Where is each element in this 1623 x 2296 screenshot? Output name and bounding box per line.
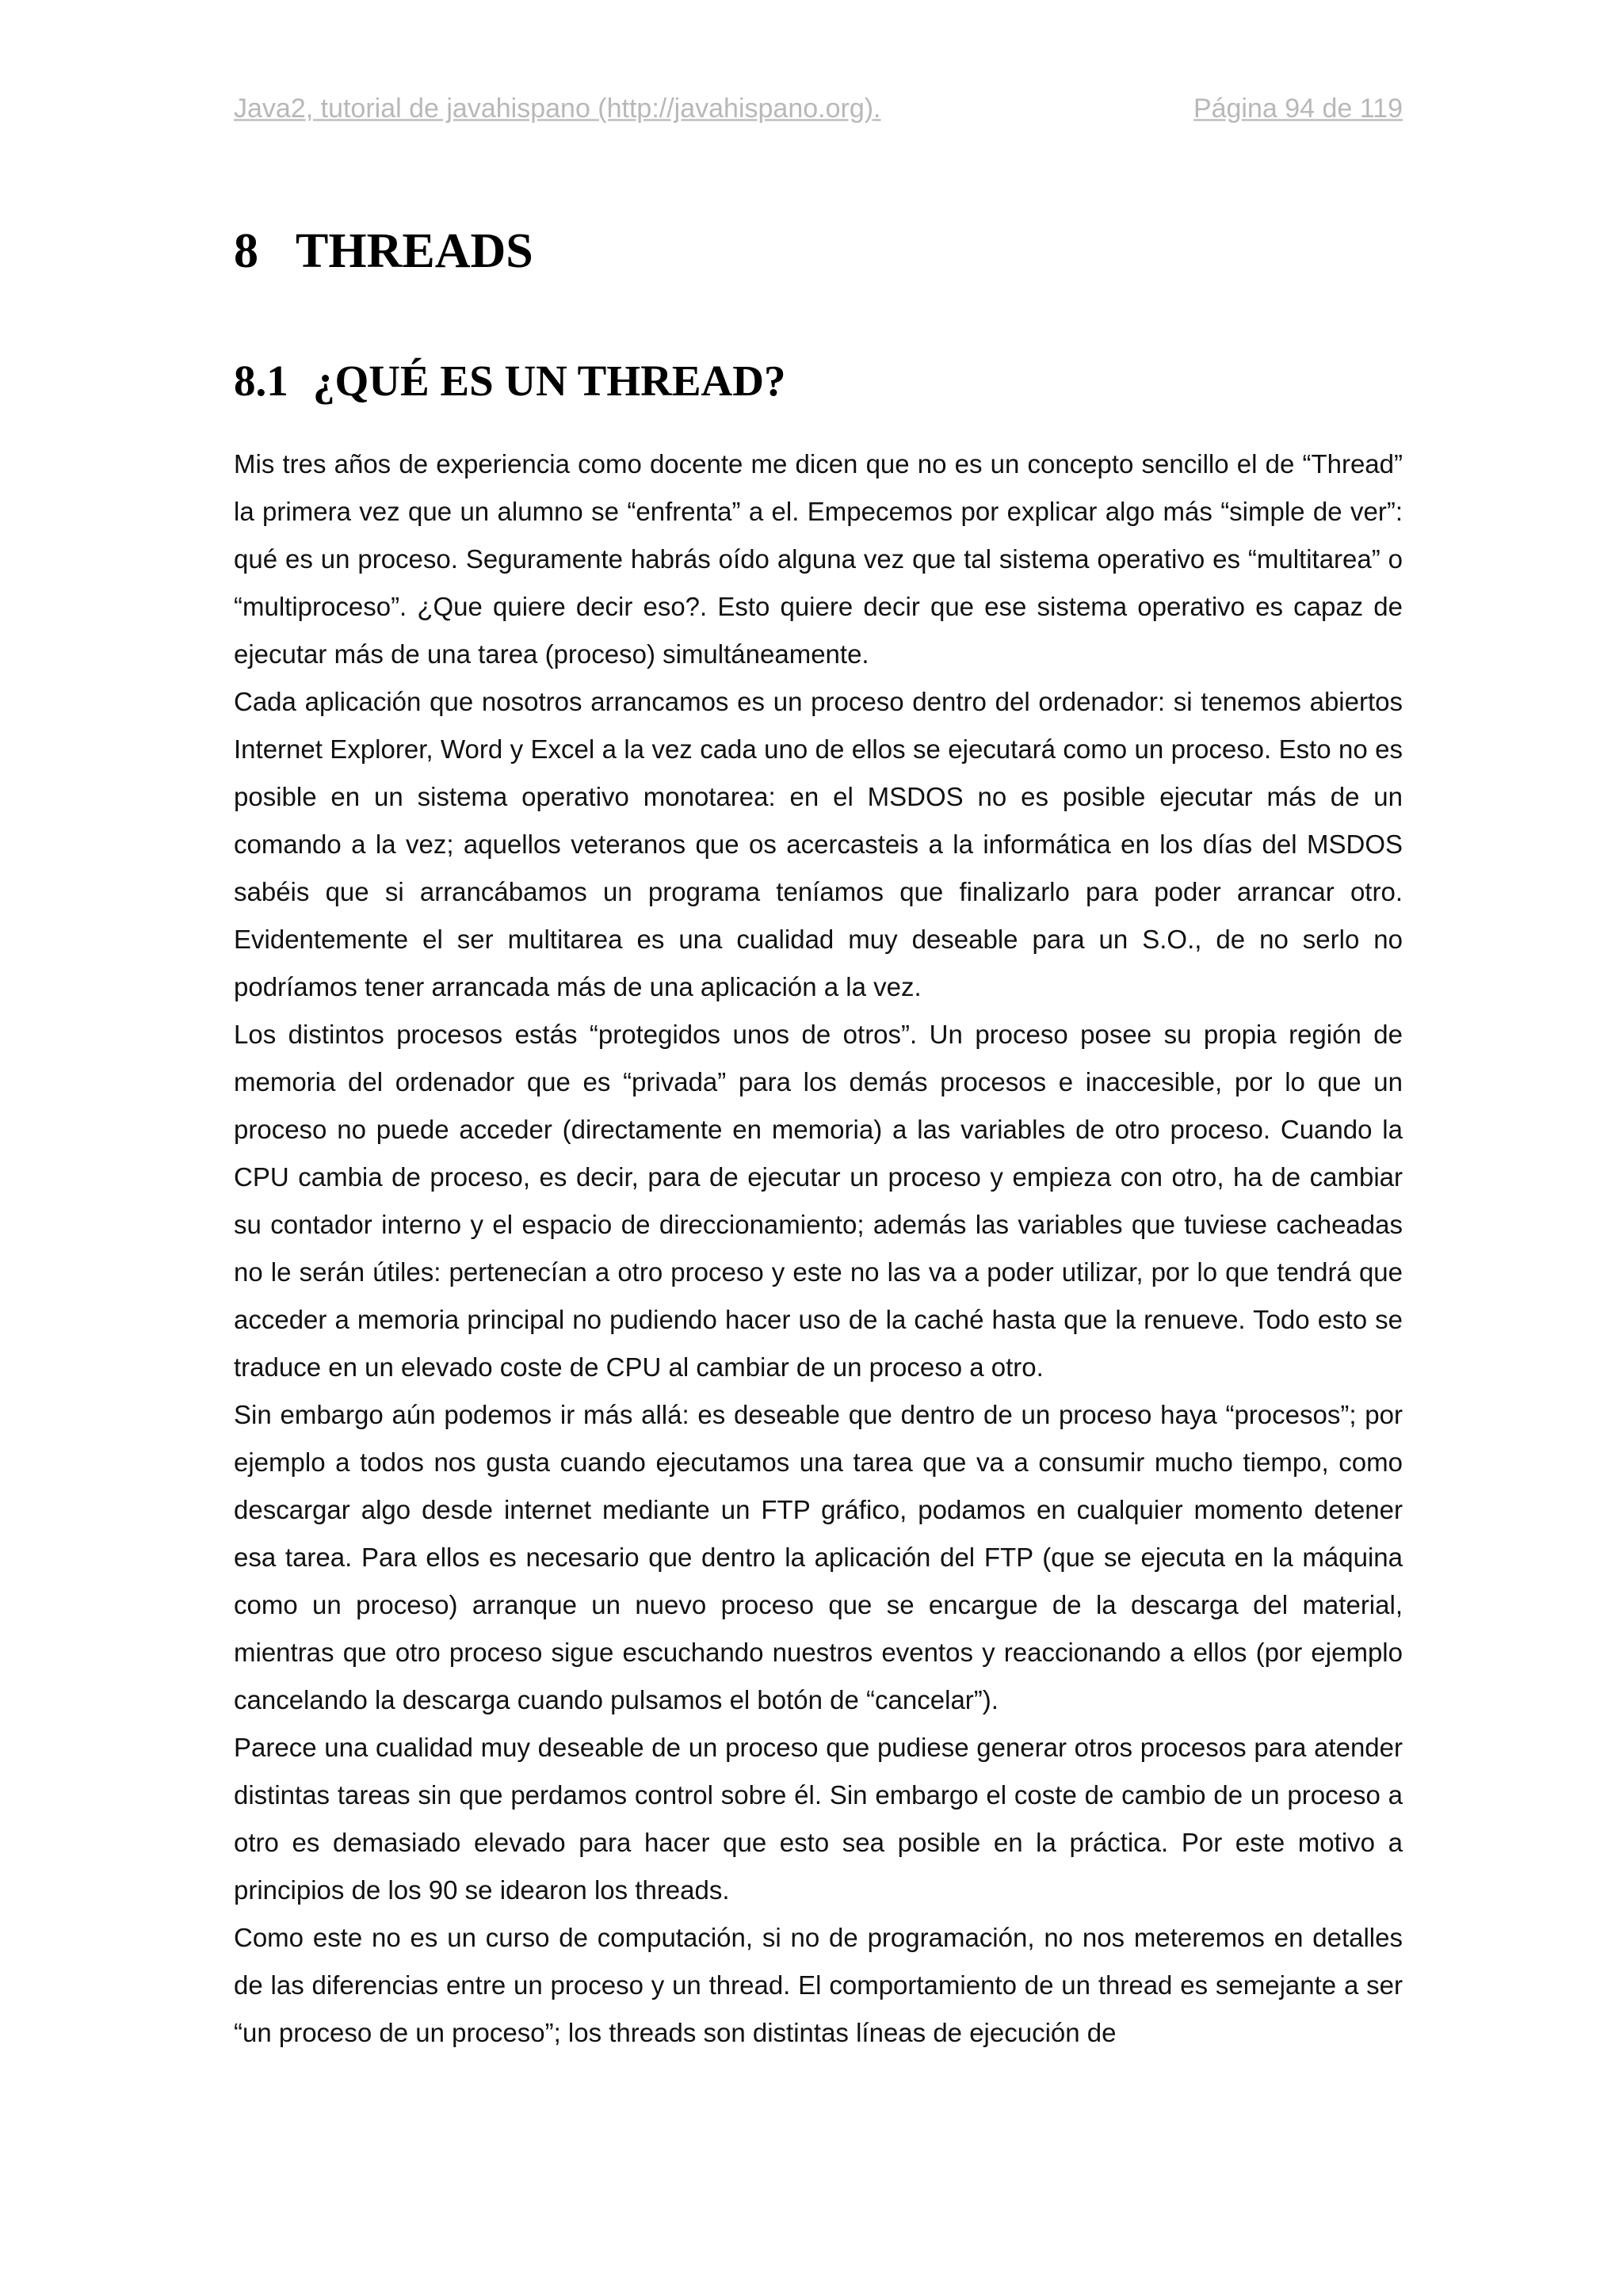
paragraph: Como este no es un curso de computación, si no de programación, no nos meteremos en detalles de las diferencias entre un proceso y un thread. El comportamiento de un thread es semejante a ser “un proceso de un proceso”; los threads son distintas líneas de ejecución de [234,1923,1403,2047]
paragraph: Sin embargo aún podemos ir más allá: es deseable que dentro de un proceso haya “procesos”; por ejemplo a todos nos gusta cuando ejecutamos una tarea que va a consumir mucho tiempo, como descargar algo desde internet mediante un FTP gráfico, podamos en cualquier momento detener esa tarea. Para ellos es necesario que dentro la aplicación del FTP (que se ejecuta en la máquina como un proceso) arranque un nuevo proceso que se encargue de la descarga del material, mientras que otro proceso sigue escuchando nuestros eventos y reaccionando a ellos (por ejemplo cancelando la descarga cuando pulsamos el botón de “cancelar”). [234,1400,1403,1714]
page-header [234,93,1403,133]
section-number: 8.1 [234,357,288,405]
body-text [234,441,1403,2057]
section-heading [234,355,785,407]
paragraph: Mis tres años de experiencia como docente me dicen que no es un concepto sencillo el de “Thread” la primera vez que un alumno se “enfrenta” a el. Empecemos por explicar algo más “simple de ver”: qué es un proceso. Seguramente habrás oído alguna vez que tal sistema operativo es “multitarea” o “multiproceso”. ¿Que quiere decir eso?. Esto quiere decir que ese sistema operativo es capaz de ejecutar más de una tarea (proceso) simultáneamente. [234,449,1403,669]
chapter-number: 8 [234,224,258,278]
paragraph: Parece una cualidad muy deseable de un proceso que pudiese generar otros procesos para atender distintas tareas sin que perdamos control sobre él. Sin embargo el coste de cambio de un proceso a otro es demasiado elevado para hacer que esto sea posible en la práctica. Por este motivo a principios de los 90 se idearon los threads. [234,1733,1403,1905]
section-title: ¿QUÉ ES UN THREAD? [313,357,786,405]
header-source-link[interactable]: Java2, tutorial de javahispano (http://javahispano.org). [234,93,881,124]
header-page-number: Página 94 de 119 [1193,93,1403,124]
chapter-heading [234,222,533,280]
paragraph: Los distintos procesos estás “protegidos unos de otros”. Un proceso posee su propia región de memoria del ordenador que es “privada” para los demás procesos e inaccesible, por lo que un proceso no puede acceder (directamente en memoria) a las variables de otro proceso. Cuando la CPU cambia de proceso, es decir, para de ejecutar un proceso y empieza con otro, ha de cambiar su contador interno y el espacio de direccionamiento; además las variables que tuviese cacheadas no le serán útiles: pertenecían a otro proceso y este no las va a poder utilizar, por lo que tendrá que acceder a memoria principal no pudiendo hacer uso de la caché hasta que la renueve. Todo esto se traduce en un elevado coste de CPU al cambiar de un proceso a otro. [234,1020,1403,1382]
paragraph: Cada aplicación que nosotros arrancamos es un proceso dentro del ordenador: si tenemos abiertos Internet Explorer, Word y Excel a la vez cada uno de ellos se ejecutará como un proceso. Esto no es posible en un sistema operativo monotarea: en el MSDOS no es posible ejecutar más de un comando a la vez; aquellos veteranos que os acercasteis a la informática en los días del MSDOS sabéis que si arrancábamos un programa teníamos que finalizarlo para poder arrancar otro. Evidentemente el ser multitarea es una cualidad muy deseable para un S.O., de no serlo no podríamos tener arrancada más de una aplicación a la vez. [234,687,1403,1001]
chapter-title: THREADS [296,224,533,278]
